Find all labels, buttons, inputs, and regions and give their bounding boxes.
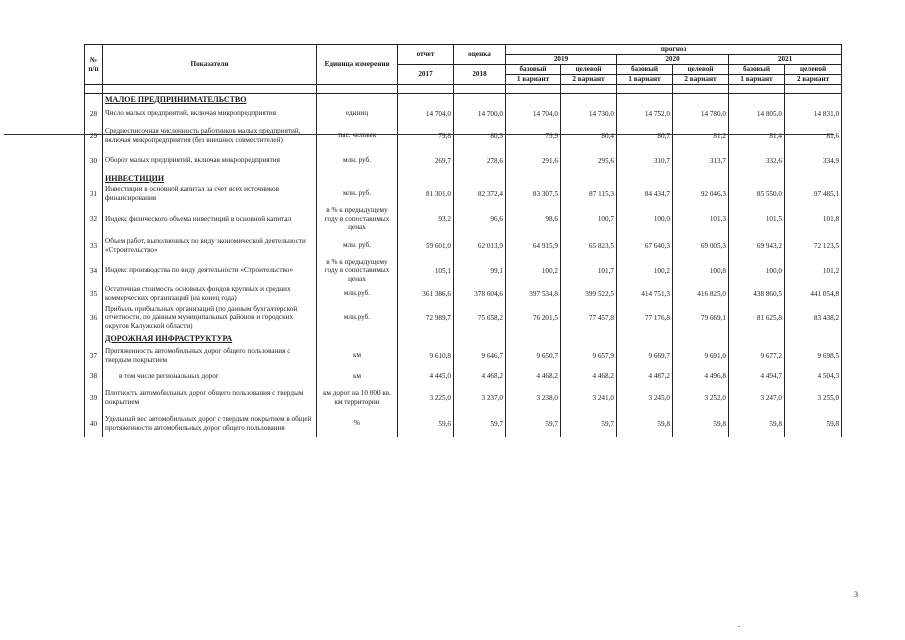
value-cell: 101,2 <box>785 257 842 285</box>
table-row <box>85 257 842 285</box>
value-cell: 4 504,3 <box>785 368 842 385</box>
value-cell: 4 468,2 <box>561 368 617 385</box>
value-cell: 9 669,7 <box>617 344 673 368</box>
section-empty-cell <box>317 173 398 184</box>
spacer-cell <box>729 85 785 94</box>
unit-cell: в % к предыдущему году в сопоставимых ценах <box>317 204 398 235</box>
value-cell: 278,6 <box>454 149 506 173</box>
value-cell: 14 730,0 <box>561 105 617 123</box>
value-cell: 81,4 <box>729 123 785 149</box>
value-cell: 59,8 <box>729 411 785 437</box>
value-cell: 100,2 <box>617 257 673 285</box>
unit-cell: млн. руб. <box>317 235 398 257</box>
spacer-cell <box>785 85 842 94</box>
value-cell: 9 677,2 <box>729 344 785 368</box>
section-no-cell <box>85 94 103 105</box>
value-cell: 100,2 <box>506 257 561 285</box>
variant1-header: 1 вариант <box>506 75 561 85</box>
value-cell: 14 752,0 <box>617 105 673 123</box>
unit-cell: % <box>317 411 398 437</box>
value-cell: 441 054,8 <box>785 285 842 303</box>
variant1-header: 1 вариант <box>617 75 673 85</box>
section-empty-cell <box>454 173 506 184</box>
value-cell: 4 496,8 <box>673 368 729 385</box>
unit-cell: единиц <box>317 105 398 123</box>
value-cell: 9 610,8 <box>398 344 454 368</box>
row-number: 33 <box>85 235 103 257</box>
row-number: 36 <box>85 303 103 333</box>
value-cell: 64 915,9 <box>506 235 561 257</box>
value-cell: 59,8 <box>673 411 729 437</box>
value-cell: 76 201,5 <box>506 303 561 333</box>
indicator-name: Индекс физического объема инвестиций в основной капитал <box>103 204 317 235</box>
value-cell: 332,6 <box>729 149 785 173</box>
spacer-cell <box>103 85 317 94</box>
value-cell: 100,0 <box>729 257 785 285</box>
table-row <box>85 123 842 149</box>
page-number: 3 <box>854 590 858 599</box>
section-title: МАЛОЕ ПРЕДПРИНИМАТЕЛЬСТВО <box>103 94 317 105</box>
value-cell: 80,3 <box>454 123 506 149</box>
value-cell: 3 238,0 <box>506 385 561 411</box>
spacer-cell <box>85 85 103 94</box>
unit-cell: в % к предыдущему году в сопоставимых ценах <box>317 257 398 285</box>
value-cell: 4 468,2 <box>454 368 506 385</box>
variant2-header: 2 вариант <box>785 75 842 85</box>
value-cell: 4 494,7 <box>729 368 785 385</box>
value-cell: 59,6 <box>398 411 454 437</box>
table-row <box>85 149 842 173</box>
row-number: 35 <box>85 285 103 303</box>
row-number: 38 <box>85 368 103 385</box>
section-empty-cell <box>561 333 617 344</box>
value-cell: 3 255,0 <box>785 385 842 411</box>
table-row <box>85 204 842 235</box>
value-cell: 72 123,5 <box>785 235 842 257</box>
value-cell: 69 005,3 <box>673 235 729 257</box>
row-number: 34 <box>85 257 103 285</box>
value-cell: 269,7 <box>398 149 454 173</box>
unit-cell: млн. руб. <box>317 184 398 204</box>
table-row <box>85 235 842 257</box>
section-empty-cell <box>729 94 785 105</box>
col-indicators-header: Показатели <box>103 45 317 85</box>
value-cell: 79 669,1 <box>673 303 729 333</box>
value-cell: 84 434,7 <box>617 184 673 204</box>
value-cell: 77 457,8 <box>561 303 617 333</box>
table-row <box>85 184 842 204</box>
unit-cell: млн.руб. <box>317 303 398 333</box>
section-empty-cell <box>561 94 617 105</box>
value-cell: 93,2 <box>398 204 454 235</box>
value-cell: 416 825,0 <box>673 285 729 303</box>
section-empty-cell <box>506 333 561 344</box>
value-cell: 361 386,6 <box>398 285 454 303</box>
spacer-row <box>85 85 842 94</box>
section-empty-cell <box>561 173 617 184</box>
value-cell: 100,8 <box>673 257 729 285</box>
variant2-header: 2 вариант <box>673 75 729 85</box>
variant2-header: 2 вариант <box>561 75 617 85</box>
section-empty-cell <box>785 333 842 344</box>
value-cell: 101,3 <box>673 204 729 235</box>
value-cell: 399 522,5 <box>561 285 617 303</box>
year-2019-header: 2019 <box>506 55 617 65</box>
spacer-cell <box>506 85 561 94</box>
section-empty-cell <box>617 94 673 105</box>
table-row <box>85 285 842 303</box>
section-empty-cell <box>785 94 842 105</box>
unit-cell: млн. руб. <box>317 149 398 173</box>
section-empty-cell <box>785 173 842 184</box>
col-report-header: отчет <box>398 45 454 65</box>
unit-cell: км дорог на 10 000 кв. км территории <box>317 385 398 411</box>
section-empty-cell <box>317 94 398 105</box>
row-number: 28 <box>85 105 103 123</box>
value-cell: 378 604,6 <box>454 285 506 303</box>
value-cell: 65 823,5 <box>561 235 617 257</box>
value-cell: 3 225,0 <box>398 385 454 411</box>
unit-cell: км <box>317 344 398 368</box>
value-cell: 92 046,3 <box>673 184 729 204</box>
value-cell: 69 943,2 <box>729 235 785 257</box>
section-row <box>85 94 842 105</box>
value-cell: 4 487,2 <box>617 368 673 385</box>
value-cell: 397 534,8 <box>506 285 561 303</box>
value-cell: 3 252,0 <box>673 385 729 411</box>
value-cell: 101,7 <box>561 257 617 285</box>
value-cell: 9 650,7 <box>506 344 561 368</box>
unit-cell: км <box>317 368 398 385</box>
value-cell: 59,7 <box>454 411 506 437</box>
section-no-cell <box>85 333 103 344</box>
table-row <box>85 411 842 437</box>
value-cell: 9 657,9 <box>561 344 617 368</box>
row-number: 31 <box>85 184 103 204</box>
value-cell: 438 860,5 <box>729 285 785 303</box>
value-cell: 98,6 <box>506 204 561 235</box>
table-header <box>85 45 842 85</box>
value-cell: 59,7 <box>506 411 561 437</box>
unit-cell: тыс. человек <box>317 123 398 149</box>
value-cell: 14 831,0 <box>785 105 842 123</box>
col-unit-header: Единица измерения <box>317 45 398 85</box>
unit-cell: млн.руб. <box>317 285 398 303</box>
value-cell: 80,7 <box>617 123 673 149</box>
value-cell: 96,6 <box>454 204 506 235</box>
section-empty-cell <box>729 333 785 344</box>
indicator-name: Среднесписочная численность работников малых предприятий, включая микропредприятия (без внешних совместителей) <box>103 123 317 149</box>
value-cell: 101,5 <box>729 204 785 235</box>
indicator-name: Протяженность автомобильных дорог общего пользования с твердым покрытием <box>103 344 317 368</box>
scan-speck <box>738 626 740 627</box>
target-header: целевой <box>673 65 729 75</box>
section-row <box>85 173 842 184</box>
row-number: 40 <box>85 411 103 437</box>
value-cell: 9 691,0 <box>673 344 729 368</box>
indicator-name: Удельный вес автомобильных дорог с твердым покрытием в общей протяженности автомобильных дорог общего пользования <box>103 411 317 437</box>
indicator-name: Остаточная стоимость основных фондов крупных и средних коммерческих организаций (на конец года) <box>103 285 317 303</box>
value-cell: 9 698,5 <box>785 344 842 368</box>
value-cell: 82 372,4 <box>454 184 506 204</box>
indicator-name: Инвестиции в основной капитал за счет всех источников финансирования <box>103 184 317 204</box>
indicator-name: Плотность автомобильных дорог общего пользования с твердым покрытием <box>103 385 317 411</box>
value-cell: 100,7 <box>561 204 617 235</box>
value-cell: 101,8 <box>785 204 842 235</box>
indicator-name: Оборот малых предприятий, включая микропредприятия <box>103 149 317 173</box>
indicator-name: Число малых предприятий, включая микропредприятия <box>103 105 317 123</box>
value-cell: 81,2 <box>673 123 729 149</box>
value-cell: 87 115,3 <box>561 184 617 204</box>
value-cell: 81 625,8 <box>729 303 785 333</box>
value-cell: 77 176,8 <box>617 303 673 333</box>
table-body <box>85 85 842 437</box>
indicator-name: Объем работ, выполненных по виду экономической деятельности «Строительство» <box>103 235 317 257</box>
section-empty-cell <box>398 333 454 344</box>
value-cell: 14 780,0 <box>673 105 729 123</box>
variant1-header: 1 вариант <box>729 75 785 85</box>
row-number: 30 <box>85 149 103 173</box>
target-header: целевой <box>561 65 617 75</box>
spacer-cell <box>673 85 729 94</box>
col-forecast-header: прогноз <box>506 45 842 55</box>
value-cell: 295,6 <box>561 149 617 173</box>
value-cell: 59,8 <box>617 411 673 437</box>
year-2018-header: 2018 <box>454 65 506 85</box>
indicator-name: Прибыль прибыльных организаций (по данным бухгалтерской отчетности, по данным муниципальных районов и городских округов Калужской области) <box>103 303 317 333</box>
spacer-cell <box>317 85 398 94</box>
value-cell: 3 245,0 <box>617 385 673 411</box>
value-cell: 67 640,3 <box>617 235 673 257</box>
section-empty-cell <box>673 333 729 344</box>
section-empty-cell <box>506 94 561 105</box>
value-cell: 79,8 <box>398 123 454 149</box>
value-cell: 81 301,0 <box>398 184 454 204</box>
base-header: базовый <box>617 65 673 75</box>
section-empty-cell <box>398 94 454 105</box>
value-cell: 85 550,0 <box>729 184 785 204</box>
section-empty-cell <box>506 173 561 184</box>
value-cell: 59,8 <box>785 411 842 437</box>
table-row <box>85 385 842 411</box>
value-cell: 99,1 <box>454 257 506 285</box>
col-estimate-header: оценка <box>454 45 506 65</box>
section-row <box>85 333 842 344</box>
section-title: ДОРОЖНАЯ ИНФРАСТРУКТУРА <box>103 333 317 344</box>
forecast-table <box>84 44 842 437</box>
value-cell: 3 247,0 <box>729 385 785 411</box>
value-cell: 14 704,0 <box>398 105 454 123</box>
value-cell: 291,6 <box>506 149 561 173</box>
table-row <box>85 303 842 333</box>
value-cell: 105,1 <box>398 257 454 285</box>
year-2021-header: 2021 <box>729 55 842 65</box>
spacer-cell <box>398 85 454 94</box>
scan-strike-line <box>4 134 834 135</box>
section-empty-cell <box>617 333 673 344</box>
year-2017-header: 2017 <box>398 65 454 85</box>
col-no-header: № п/п <box>85 45 103 85</box>
section-empty-cell <box>617 173 673 184</box>
value-cell: 3 237,0 <box>454 385 506 411</box>
value-cell: 14 700,0 <box>454 105 506 123</box>
section-empty-cell <box>729 173 785 184</box>
row-number: 37 <box>85 344 103 368</box>
spacer-cell <box>617 85 673 94</box>
section-empty-cell <box>398 173 454 184</box>
table-row <box>85 368 842 385</box>
value-cell: 313,7 <box>673 149 729 173</box>
value-cell: 100,0 <box>617 204 673 235</box>
section-no-cell <box>85 173 103 184</box>
value-cell: 79,9 <box>506 123 561 149</box>
value-cell: 59 601,0 <box>398 235 454 257</box>
value-cell: 75 658,2 <box>454 303 506 333</box>
section-title: ИНВЕСТИЦИИ <box>103 173 317 184</box>
table-row <box>85 105 842 123</box>
value-cell: 97 485,1 <box>785 184 842 204</box>
section-empty-cell <box>673 173 729 184</box>
row-number: 29 <box>85 123 103 149</box>
value-cell: 14 704,0 <box>506 105 561 123</box>
section-empty-cell <box>454 94 506 105</box>
value-cell: 310,7 <box>617 149 673 173</box>
value-cell: 62 013,9 <box>454 235 506 257</box>
section-empty-cell <box>317 333 398 344</box>
base-header: базовый <box>729 65 785 75</box>
value-cell: 4 445,0 <box>398 368 454 385</box>
spacer-cell <box>454 85 506 94</box>
base-header: базовый <box>506 65 561 75</box>
value-cell: 83 307,5 <box>506 184 561 204</box>
value-cell: 14 805,0 <box>729 105 785 123</box>
value-cell: 80,4 <box>561 123 617 149</box>
value-cell: 414 751,3 <box>617 285 673 303</box>
row-number: 39 <box>85 385 103 411</box>
indicator-name: Индекс производства по виду деятельности «Строительство» <box>103 257 317 285</box>
value-cell: 4 468,2 <box>506 368 561 385</box>
table-row <box>85 344 842 368</box>
year-2020-header: 2020 <box>617 55 729 65</box>
value-cell: 9 646,7 <box>454 344 506 368</box>
value-cell: 334,9 <box>785 149 842 173</box>
row-number: 32 <box>85 204 103 235</box>
value-cell: 81,6 <box>785 123 842 149</box>
value-cell: 59,7 <box>561 411 617 437</box>
spacer-cell <box>561 85 617 94</box>
target-header: целевой <box>785 65 842 75</box>
section-empty-cell <box>454 333 506 344</box>
section-empty-cell <box>673 94 729 105</box>
indicator-name: в том числе региональных дорог <box>103 368 317 385</box>
value-cell: 3 241,0 <box>561 385 617 411</box>
value-cell: 72 989,7 <box>398 303 454 333</box>
value-cell: 83 438,2 <box>785 303 842 333</box>
